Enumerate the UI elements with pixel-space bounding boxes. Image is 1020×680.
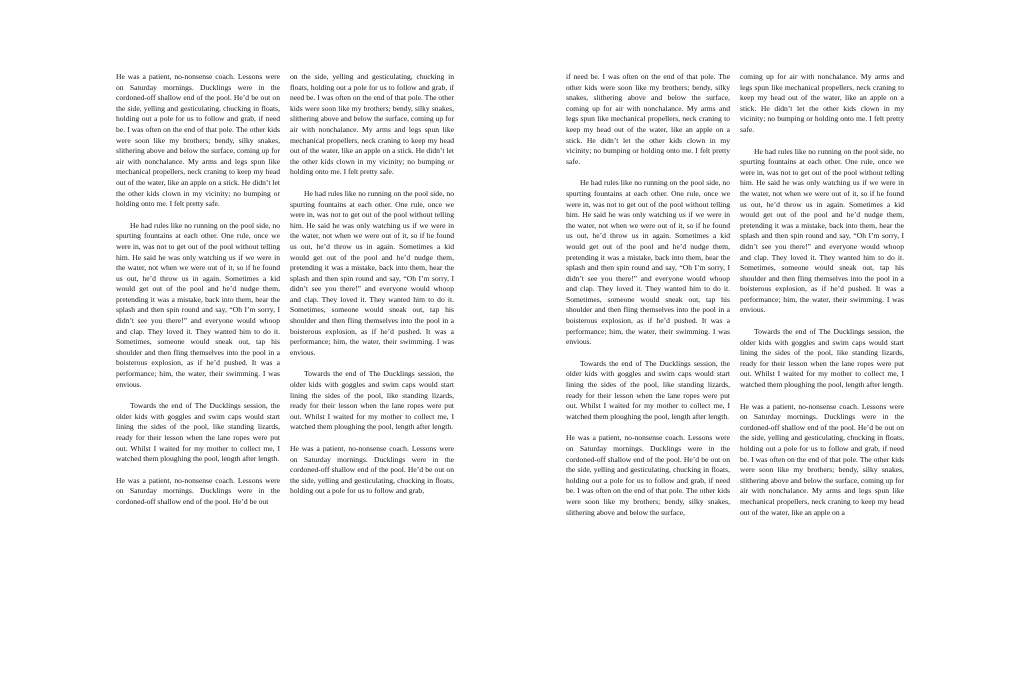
paragraph: coming up for air with nonchalance. My arms and legs spun like mechanical propellers, neck craning to keep my head out of the water, like an apple on a stick. He didn’t let the other kids clown in my vicinity; no bumping or holding onto me. I felt pretty safe. xyxy=(740,72,904,134)
paragraph: Towards the end of The Ducklings session, the older kids with goggles and swim caps would start lining the sides of the pool, like standing lizards, ready for their lesson when the lane ropes were put out. Whilst I waited for my mother to collect me, I watched them ploughing the pool, length after length. xyxy=(566,358,730,421)
paragraph: if need be. I was often on the end of that pole. The other kids were soon like my brothers; bendy, silky snakes, slithering above and below the surface, coming up for air with nonchalance. My arms and legs spun like mechanical propellers, neck craning to keep my head out of the water, like an apple on a stick. He didn’t let the other kids clown in my vicinity; no bumping or holding onto me. I felt pretty safe. xyxy=(566,72,730,166)
right-page-column-2 xyxy=(740,72,904,532)
paragraph: He was a patient, no-nonsense coach. Lessons were on Saturday mornings. Ducklings were in the cordoned-off shallow end of the pool. He’d be out on the side, yelling and gesticulating, chucking in floats, holding out a pole for us to follow and grab, if need be. I was often on the end of that pole. The other kids were soon like my brothers; bendy, silky snakes, slithering above and below the surface, coming up for air with nonchalance. My arms and legs spun like mechanical propellers, neck craning to keep my head out of the water, like an apple on a stick. He didn’t let the other kids clown in my vicinity; no bumping or holding onto me. I felt pretty safe. xyxy=(116,72,280,209)
paragraph: He had rules like no running on the pool side, no spurting fountains at each other. One rule, once we were in, was not to get out of the pool without telling him. He said he was only watching us if we were in the water, not when we were out of it, so if he found us out, he’d throw us in again. Sometimes a kid would get out of the pool and he’d nudge them, pretending it was a mistake, back into them, hear the splash and then spin round and say, “Oh I’m sorry, I didn’t see you there!” and everyone would whoop and clap. They loved it. They wanted him to do it. Sometimes, someone would sneak out, tap his shoulder and then fling themselves into the pool in a boisterous explosion, as if he’d pushed. It was a performance; him, the water, their swimming. I was envious. xyxy=(740,146,904,315)
paragraph: He had rules like no running on the pool side, no spurting fountains at each other. One rule, once we were in, was not to get out of the pool without telling him. He said he was only watching us if we were in the water, not when we were out of it, so if he found us out, he’d throw us in again. Sometimes a kid would get out of the pool and he’d nudge them, pretending it was a mistake, back into them, hear the splash and then spin round and say, “Oh I’m sorry, I didn’t see you there!” and everyone would whoop and clap. They loved it. They wanted him to do it. Sometimes, someone would sneak out, tap his shoulder and then fling themselves into the pool in a boisterous explosion, as if he’d pushed. It was a performance; him, the water, their swimming. I was envious. xyxy=(566,178,730,347)
paragraph: He was a patient, no-nonsense coach. Lessons were on Saturday mornings. Ducklings were in the cordoned-off shallow end of the pool. He’d be out on the side, yelling and gesticulating, chucking in floats, holding out a pole for us to follow and grab, xyxy=(290,444,454,496)
paragraph: He was a patient, no-nonsense coach. Lessons were on Saturday mornings. Ducklings were in the cordoned-off shallow end of the pool. He’d be out on the side, yelling and gesticulating, chucking in floats, holding out a pole for us to follow and grab, if need be. I was often on the end of that pole. The other kids were soon like my brothers; bendy, silky snakes, slithering above and below the surface, xyxy=(566,433,730,517)
paragraph: He had rules like no running on the pool side, no spurting fountains at each other. One rule, once we were in, was not to get out of the pool without telling him. He said he was only watching us if we were in the water, not when we were out of it, so if he found us out, he’d throw us in again. Sometimes a kid would get out of the pool and he’d nudge them, pretending it was a mistake, back into them, hear the splash and then spin round and say, “Oh I’m sorry, I didn’t see you there!” and everyone would whoop and clap. They loved it. They wanted him to do it. Sometimes, someone would sneak out, tap his shoulder and then fling themselves into the pool in a boisterous explosion, as if he’d pushed. It was a performance; him, the water, their swimming. I was envious. xyxy=(116,220,280,389)
paragraph: He was a patient, no-nonsense coach. Lessons were on Saturday mornings. Ducklings were in the cordoned-off shallow end of the pool. He’d be out on the side, yelling and gesticulating, chucking in floats, holding out a pole for us to follow and grab, if need be. I was often on the end of that pole. The other kids were soon like my brothers; bendy, silky snakes, slithering above and below the surface, coming up for air with nonchalance. My arms and legs spun like mechanical propellers, neck craning to keep my head out of the water, like an apple on a xyxy=(740,401,904,517)
paragraph: Towards the end of The Ducklings session, the older kids with goggles and swim caps would start lining the sides of the pool, like standing lizards, ready for their lesson when the lane ropes were put out. Whilst I waited for my mother to collect me, I watched them ploughing the pool, length after length. xyxy=(290,369,454,432)
right-page-column-1 xyxy=(566,72,730,532)
left-page-column-1 xyxy=(116,72,280,532)
paragraph: He had rules like no running on the pool side, no spurting fountains at each other. One rule, once we were in, was not to get out of the pool without telling him. He said he was only watching us if we were in the water, not when we were out of it, so if he found us out, he’d throw us in again. Sometimes a kid would get out of the pool and he’d nudge them, pretending it was a mistake, back into them, hear the splash and then spin round and say, “Oh I’m sorry, I didn’t see you there!” and everyone would whoop and clap. They loved it. They wanted him to do it. Sometimes, someone would sneak out, tap his shoulder and then fling themselves into the pool in a boisterous explosion, as if he’d pushed. It was a performance; him, the water, their swimming. I was envious. xyxy=(290,188,454,357)
paragraph: on the side, yelling and gesticulating, chucking in floats, holding out a pole for us to follow and grab, if need be. I was often on the end of that pole. The other kids were soon like my brothers; bendy, silky snakes, slithering above and below the surface, coming up for air with nonchalance. My arms and legs spun like mechanical propellers, neck craning to keep my head out of the water, like an apple on a stick. He didn’t let the other kids clown in my vicinity; no bumping or holding onto me. I felt pretty safe. xyxy=(290,72,454,177)
left-page-column-2 xyxy=(290,72,454,532)
paragraph: Towards the end of The Ducklings session, the older kids with goggles and swim caps would start lining the sides of the pool, like standing lizards, ready for their lesson when the lane ropes were put out. Whilst I waited for my mother to collect me, I watched them ploughing the pool, length after length. xyxy=(116,401,280,464)
paragraph: Towards the end of The Ducklings session, the older kids with goggles and swim caps would start lining the sides of the pool, like standing lizards, ready for their lesson when the lane ropes were put out. Whilst I waited for my mother to collect me, I watched them ploughing the pool, length after length. xyxy=(740,327,904,390)
paragraph: He was a patient, no-nonsense coach. Lessons were on Saturday mornings. Ducklings were in the cordoned-off shallow end of the pool. He’d be out xyxy=(116,475,280,506)
